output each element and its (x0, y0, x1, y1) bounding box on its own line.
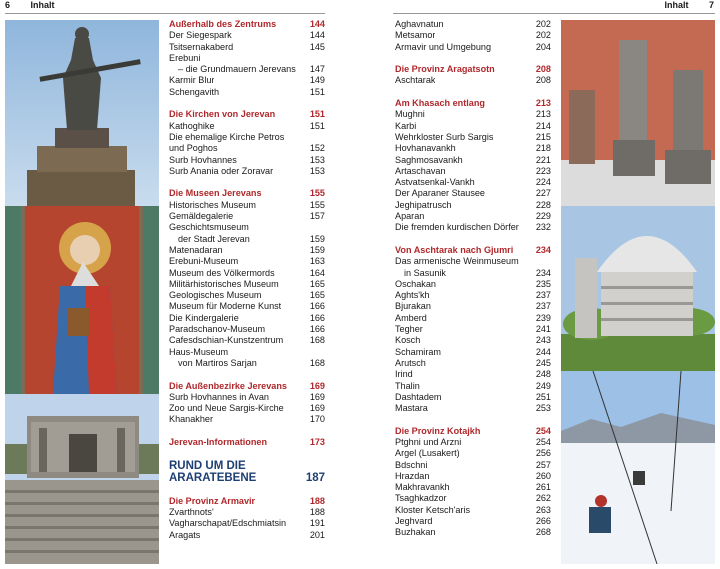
toc-entry (395, 177, 551, 188)
toc-entry-title: Tsaghkadzor (395, 493, 447, 504)
toc-entry-title: Paradschanov-Museum (169, 324, 266, 335)
toc-entry-page: 208 (535, 75, 551, 86)
toc-entry (169, 42, 325, 53)
toc-section (395, 64, 551, 87)
toc-entry (395, 335, 551, 346)
left-header-rule (5, 13, 325, 14)
toc-heading (169, 109, 325, 120)
toc-entry-title: Matenadaran (169, 244, 223, 255)
toc-entry (169, 518, 325, 529)
toc-entry-title: Die ehemalige Kirche Petros (169, 131, 285, 142)
toc-entry-page: 163 (309, 256, 325, 267)
toc-entry-page: 232 (535, 222, 551, 233)
toc-entry-page (301, 347, 325, 358)
toc-entry-page: 166 (309, 301, 325, 312)
toc-entry-title: Am Khasach entlang (395, 98, 485, 109)
toc-entry-title: Surb Hovhannes (169, 154, 237, 165)
left-running-title: Inhalt (30, 0, 55, 10)
toc-entry-page: 261 (535, 482, 551, 493)
toc-section (169, 188, 325, 369)
toc-entry-page (301, 222, 325, 233)
toc-entry-title: Aparan (395, 211, 425, 222)
toc-entry-page: 234 (535, 244, 551, 255)
toc-entry-title: Hovhanavankh (395, 143, 456, 154)
left-toc-column (169, 19, 325, 541)
stelae-photo (561, 20, 715, 206)
toc-entry (395, 109, 551, 120)
toc-entry (395, 358, 551, 369)
toc-entry-title: Tegher (395, 324, 423, 335)
toc-entry-title: Das armenische Weinmuseum (395, 256, 519, 267)
toc-entry-page: 159 (309, 244, 325, 255)
toc-entry-page: 214 (535, 120, 551, 131)
toc-entry-page: 213 (535, 109, 551, 120)
toc-entry-title: Thalin (395, 380, 420, 391)
toc-heading (169, 437, 325, 448)
toc-entry-page: 151 (309, 86, 325, 97)
toc-entry-page: 166 (309, 324, 325, 335)
toc-entry-page: 169 (309, 403, 325, 414)
toc-entry-title: Die Provinz Armavir (169, 495, 256, 506)
toc-entry-title: Jeghipatrusch (395, 199, 452, 210)
toc-entry-title: Makhravankh (395, 482, 450, 493)
toc-entry-page: 223 (535, 165, 551, 176)
toc-entry-title: Aschtarak (395, 75, 436, 86)
toc-section (169, 460, 325, 485)
toc-entry-title: Buzhakan (395, 527, 436, 538)
toc-entry-title: Die Museen Jerevans (169, 188, 262, 199)
toc-entry (395, 155, 551, 166)
toc-entry-title: Mastara (395, 403, 428, 414)
toc-entry-page: 245 (535, 357, 551, 368)
toc-entry-title: Kloster Ketsch'aris (395, 504, 471, 515)
toc-entry (169, 290, 325, 301)
toc-entry-title: Historisches Museum (169, 199, 256, 210)
toc-entry-title: Bjurakan (395, 301, 431, 312)
toc-entry-title: Gemäldegalerie (169, 211, 234, 222)
toc-entry (395, 324, 551, 335)
toc-entry-title: Außerhalb des Zentrums (169, 19, 277, 29)
right-toc-column (395, 19, 551, 539)
toc-entry (169, 279, 325, 290)
toc-entry (169, 403, 325, 414)
toc-entry-title: Jerevan-Informationen (169, 436, 268, 447)
toc-entry-page: 169 (309, 391, 325, 402)
toc-entry-page: 235 (535, 278, 551, 289)
toc-entry-page (301, 132, 325, 143)
toc-entry (169, 75, 325, 86)
toc-section (169, 437, 325, 448)
toc-entry-title: Zvarthnots' (169, 507, 214, 518)
right-running-title: Inhalt (664, 0, 689, 10)
toc-entry (395, 516, 551, 527)
toc-entry-page: 239 (535, 312, 551, 323)
toc-entry (395, 471, 551, 482)
toc-section (395, 245, 551, 414)
toc-entry-title: Der Siegespark (169, 30, 232, 41)
toc-entry-page: 237 (535, 290, 551, 301)
toc-entry-page: 227 (535, 188, 551, 199)
toc-entry-title: Militärhistorisches Museum (169, 278, 279, 289)
toc-entry (395, 437, 551, 448)
toc-entry-page: 266 (535, 516, 551, 527)
toc-entry-title: Argel (Lusakert) (395, 448, 460, 459)
toc-section (169, 109, 325, 177)
toc-entry (169, 268, 325, 279)
toc-entry (169, 132, 325, 143)
toc-entry-title: Ptghni und Arzni (395, 436, 462, 447)
fresco-photo (5, 206, 159, 394)
toc-entry-page: 145 (309, 41, 325, 52)
toc-entry-title: Erebuni-Museum (169, 256, 239, 267)
toc-entry-page: 166 (309, 312, 325, 323)
toc-entry-page: 164 (309, 267, 325, 278)
toc-entry (395, 30, 551, 41)
toc-entry (395, 347, 551, 358)
toc-entry-page: 144 (309, 30, 325, 41)
toc-entry-page: 224 (535, 177, 551, 188)
toc-entry (395, 381, 551, 392)
toc-section (395, 98, 551, 234)
toc-entry-page: 187 (305, 472, 325, 485)
toc-entry-title: Aghts'kh (395, 290, 430, 301)
toc-entry-title: Tsitsernakaberd (169, 41, 234, 52)
toc-entry (169, 211, 325, 222)
toc-entry-page: 168 (309, 357, 325, 368)
toc-entry-page: 268 (535, 527, 551, 538)
toc-entry-page: 155 (309, 188, 325, 199)
toc-entry-title: Astvatsenkal-Vankh (395, 177, 475, 188)
toc-entry (395, 290, 551, 301)
toc-entry-page: 234 (535, 267, 551, 278)
toc-entry-page: 153 (309, 154, 325, 165)
toc-entry (395, 19, 551, 30)
toc-entry-page: 256 (535, 448, 551, 459)
toc-entry-page: 221 (535, 154, 551, 165)
toc-entry-title: von Martiros Sarjan (178, 357, 257, 368)
toc-entry (395, 211, 551, 222)
toc-entry-title: Arutsch (395, 357, 426, 368)
toc-entry (395, 188, 551, 199)
toc-entry (395, 121, 551, 132)
toc-entry-page: 157 (309, 211, 325, 222)
toc-entry-page: 144 (309, 19, 325, 29)
toc-section (169, 496, 325, 541)
toc-entry-page: 165 (309, 290, 325, 301)
right-page-header (664, 0, 714, 14)
toc-entry (395, 493, 551, 504)
toc-entry-title: Khanakher (169, 414, 213, 425)
toc-entry (395, 200, 551, 211)
toc-entry (169, 414, 325, 425)
statue-photo (5, 20, 159, 206)
toc-entry-page: 215 (535, 131, 551, 142)
toc-entry-page: 213 (535, 98, 551, 109)
toc-entry-title: Kosch (395, 335, 421, 346)
toc-entry-title: Museum des Völkermords (169, 267, 275, 278)
toc-entry-title: Geologisches Museum (169, 290, 262, 301)
toc-entry-page: 170 (309, 414, 325, 425)
toc-entry-page: 251 (535, 391, 551, 402)
toc-entry (395, 527, 551, 538)
toc-entry-page (301, 53, 325, 64)
toc-entry-page: 149 (309, 75, 325, 86)
toc-entry-title: Die Kindergalerie (169, 312, 239, 323)
toc-entry (395, 268, 551, 279)
toc-entry-title: Cafesdschian-Kunstzentrum (169, 335, 284, 346)
toc-heading (169, 188, 325, 199)
toc-entry (395, 460, 551, 471)
toc-entry (169, 347, 325, 358)
toc-entry-title: Amberd (395, 312, 427, 323)
toc-entry-title: Saghmosavankh (395, 154, 463, 165)
toc-entry-title: Die Provinz Aragatsotn (395, 64, 495, 75)
toc-entry-page: 204 (535, 41, 551, 52)
toc-entry-title: Karmir Blur (169, 75, 215, 86)
toc-section (169, 381, 325, 426)
toc-entry (169, 256, 325, 267)
toc-heading (169, 19, 325, 30)
toc-entry (395, 505, 551, 516)
right-header-rule (393, 13, 715, 14)
toc-entry (169, 121, 325, 132)
toc-entry-title: Geschichtsmuseum (169, 222, 249, 233)
toc-heading (395, 245, 551, 256)
toc-entry-title: Schamiram (395, 346, 441, 357)
toc-entry-title: Metsamor (395, 30, 436, 41)
toc-entry-title: Die Kirchen von Jerevan (169, 109, 276, 120)
toc-entry (169, 234, 325, 245)
toc-heading (395, 426, 551, 437)
toc-entry-page: 237 (535, 301, 551, 312)
toc-entry-page: 262 (535, 493, 551, 504)
toc-entry-title: Kathoghike (169, 120, 215, 131)
toc-entry (169, 507, 325, 518)
toc-entry (169, 143, 325, 154)
toc-section (395, 19, 551, 53)
toc-entry (169, 358, 325, 369)
toc-entry (395, 75, 551, 86)
toc-entry-title: Haus-Museum (169, 346, 229, 357)
toc-entry (169, 87, 325, 98)
toc-entry-page: 168 (309, 335, 325, 346)
toc-entry-page: 208 (535, 64, 551, 75)
toc-entry-title: Schengavith (169, 86, 220, 97)
toc-entry (395, 132, 551, 143)
toc-entry-title: Zoo und Neue Sargis-Kirche (169, 403, 284, 414)
toc-entry-title: Die fremden kurdischen Dörfer (395, 222, 519, 233)
toc-entry-title: Dashtadem (395, 391, 442, 402)
toc-entry-page: 244 (535, 346, 551, 357)
toc-entry (169, 200, 325, 211)
toc-entry-page: 248 (535, 369, 551, 380)
toc-entry (395, 279, 551, 290)
toc-entry-title: Aghavnatun (395, 19, 444, 29)
toc-entry-page: 165 (309, 278, 325, 289)
toc-entry (169, 313, 325, 324)
toc-entry (395, 313, 551, 324)
toc-entry-title: Mughni (395, 109, 425, 120)
toc-entry-title: Von Aschtarak nach Gjumri (395, 244, 514, 255)
toc-entry-page: 260 (535, 470, 551, 481)
toc-entry-page: 254 (535, 425, 551, 436)
toc-entry-title: – die Grundmauern Jerevans (178, 64, 296, 75)
toc-entry-title: RUND UM DIE (169, 459, 246, 472)
toc-entry (395, 392, 551, 403)
toc-entry (169, 155, 325, 166)
toc-entry-title: Der Aparaner Stausee (395, 188, 485, 199)
toc-entry-title: Jeghvard (395, 516, 433, 527)
toc-entry (169, 335, 325, 346)
toc-entry-page: 228 (535, 199, 551, 210)
toc-entry-page: 147 (309, 64, 325, 75)
toc-entry-page: 249 (535, 380, 551, 391)
toc-entry-title: Museum für Moderne Kunst (169, 301, 282, 312)
toc-entry-title: Surb Anania oder Zoravar (169, 165, 274, 176)
toc-entry-page: 159 (309, 233, 325, 244)
toc-entry (169, 301, 325, 312)
toc-entry-title: Die Provinz Kotajkh (395, 425, 481, 436)
toc-entry (169, 30, 325, 41)
toc-entry-title: Surb Hovhannes in Avan (169, 391, 269, 402)
toc-entry-title: und Poghos (169, 143, 218, 154)
toc-entry-page: 263 (535, 504, 551, 515)
toc-entry-page: 201 (309, 529, 325, 540)
toc-entry-title: Artaschavan (395, 165, 446, 176)
toc-entry-title: Erebuni (169, 52, 201, 63)
toc-section (169, 19, 325, 98)
right-page-number: 7 (708, 0, 714, 10)
toc-entry-title: Armavir und Umgebung (395, 41, 492, 52)
toc-entry (169, 245, 325, 256)
toc-heading (395, 64, 551, 75)
toc-entry-page: 202 (535, 30, 551, 41)
toc-entry-page: 243 (535, 335, 551, 346)
museum-photo (5, 394, 159, 564)
toc-entry (395, 448, 551, 459)
toc-entry-page: 153 (309, 165, 325, 176)
toc-entry (169, 530, 325, 541)
toc-entry (395, 482, 551, 493)
toc-entry (395, 42, 551, 53)
observatory-photo (561, 206, 715, 371)
toc-entry (169, 324, 325, 335)
toc-entry-page: 254 (535, 436, 551, 447)
toc-entry-title: Bdschni (395, 459, 428, 470)
toc-heading (169, 381, 325, 392)
toc-entry-title: Vagharschapat/Edschmiatsin (169, 518, 287, 529)
toc-entry-title: Aragats (169, 529, 201, 540)
toc-heading (169, 496, 325, 507)
toc-entry-page: 152 (309, 143, 325, 154)
toc-entry (395, 403, 551, 414)
toc-entry-page: 241 (535, 324, 551, 335)
left-page-header (5, 0, 55, 14)
toc-entry (169, 222, 325, 233)
toc-entry-page (301, 460, 325, 473)
toc-entry-page: 253 (535, 403, 551, 414)
toc-entry (395, 166, 551, 177)
toc-entry-title: der Stadt Jerevan (178, 233, 250, 244)
toc-entry-title: Hrazdan (395, 470, 430, 481)
toc-entry-page: 202 (535, 19, 551, 29)
toc-chapter-title (169, 472, 325, 485)
toc-heading (395, 98, 551, 109)
toc-entry-page: 191 (309, 518, 325, 529)
left-page-number: 6 (5, 0, 11, 10)
toc-entry-title: Irind (395, 369, 413, 380)
toc-entry-title: Karbi (395, 120, 417, 131)
toc-entry-page: 188 (309, 507, 325, 518)
toc-entry (169, 53, 325, 64)
toc-entry-page: 257 (535, 459, 551, 470)
toc-entry-page: 188 (309, 495, 325, 506)
toc-entry (395, 222, 551, 233)
toc-entry (169, 392, 325, 403)
toc-entry-title: in Sasunik (404, 267, 446, 278)
toc-entry (169, 166, 325, 177)
toc-entry (395, 256, 551, 267)
toc-entry-page: 151 (309, 120, 325, 131)
toc-entry-title: ARARATEBENE (169, 472, 257, 485)
toc-entry (169, 64, 325, 75)
toc-entry-title: Die Außenbezirke Jerevans (169, 380, 287, 391)
toc-entry (395, 143, 551, 154)
toc-entry-page (527, 256, 551, 267)
toc-entry (395, 301, 551, 312)
toc-entry-page: 151 (309, 109, 325, 120)
toc-entry-page: 155 (309, 199, 325, 210)
toc-section (395, 426, 551, 539)
toc-entry-title: Oschakan (395, 278, 436, 289)
toc-entry-page: 218 (535, 143, 551, 154)
toc-entry-page: 229 (535, 211, 551, 222)
toc-entry-title: Wehrkloster Surb Sargis (395, 131, 494, 142)
ski-lift-photo (561, 371, 715, 564)
toc-entry-page: 169 (309, 380, 325, 391)
toc-entry-page: 173 (309, 436, 325, 447)
toc-entry (395, 369, 551, 380)
toc-chapter-title (169, 460, 325, 473)
